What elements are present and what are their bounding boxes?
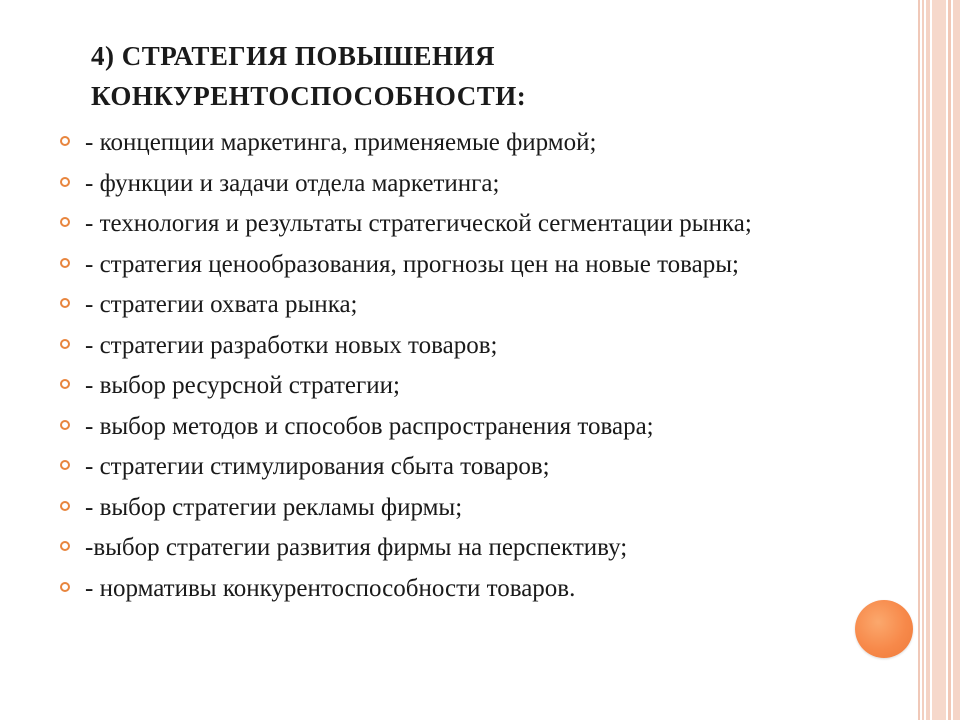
stripe	[953, 0, 960, 720]
bullet-icon	[60, 582, 70, 592]
list-item-text: - концепции маркетинга, применяемые фирмой;	[85, 129, 597, 156]
list-item	[60, 288, 860, 321]
list-item	[60, 329, 860, 362]
list-item-text: - стратегии стимулирования сбыта товаров;	[85, 453, 550, 480]
list-item	[60, 410, 860, 443]
stripe	[922, 0, 924, 720]
list-item	[60, 167, 860, 200]
decorative-circle	[855, 600, 913, 658]
decorative-stripes	[918, 0, 960, 720]
bullet-icon	[60, 177, 70, 187]
list-item-text: - функции и задачи отдела маркетинга;	[85, 169, 500, 197]
list-item	[60, 450, 860, 483]
bullet-icon	[60, 460, 70, 470]
list-item-text: - стратегии охвата рынка;	[85, 291, 358, 318]
list-item	[60, 491, 860, 524]
bullet-icon	[60, 541, 70, 551]
list-item-text: - выбор ресурсной стратегии;	[85, 372, 400, 399]
bullet-list	[60, 126, 860, 612]
bullet-icon	[60, 379, 70, 389]
bullet-icon	[60, 136, 70, 146]
list-item	[60, 369, 860, 402]
list-item-text: - стратегия ценообразования, прогнозы цен на новые товары;	[85, 250, 739, 278]
bullet-icon	[60, 258, 70, 268]
list-item-text: - выбор методов и способов распространения товара;	[85, 412, 654, 440]
list-item	[60, 531, 860, 564]
list-item	[60, 207, 860, 240]
bullet-icon	[60, 217, 70, 227]
bullet-icon	[60, 339, 70, 349]
bullet-icon	[60, 298, 70, 308]
title-line-1: 4) СТРАТЕГИЯ ПОВЫШЕНИЯ	[91, 41, 496, 71]
list-item-text: - нормативы конкурентоспособности товаров.	[85, 574, 576, 602]
slide-title	[91, 36, 851, 116]
bullet-icon	[60, 420, 70, 430]
list-item-text: - технология и результаты стратегической сегментации рынка;	[85, 210, 752, 237]
stripe	[926, 0, 930, 720]
stripe	[932, 0, 946, 720]
list-item	[60, 248, 860, 281]
list-item	[60, 572, 860, 605]
stripe	[918, 0, 920, 720]
list-item-text: -выбор стратегии развития фирмы на перспективу;	[85, 534, 628, 561]
list-item-text: - стратегии разработки новых товаров;	[85, 331, 498, 359]
title-line-2: КОНКУРЕНТОСПОСОБНОСТИ:	[91, 81, 527, 111]
list-item	[60, 126, 860, 159]
bullet-icon	[60, 501, 70, 511]
list-item-text: - выбор стратегии рекламы фирмы;	[85, 493, 463, 521]
stripe	[948, 0, 951, 720]
